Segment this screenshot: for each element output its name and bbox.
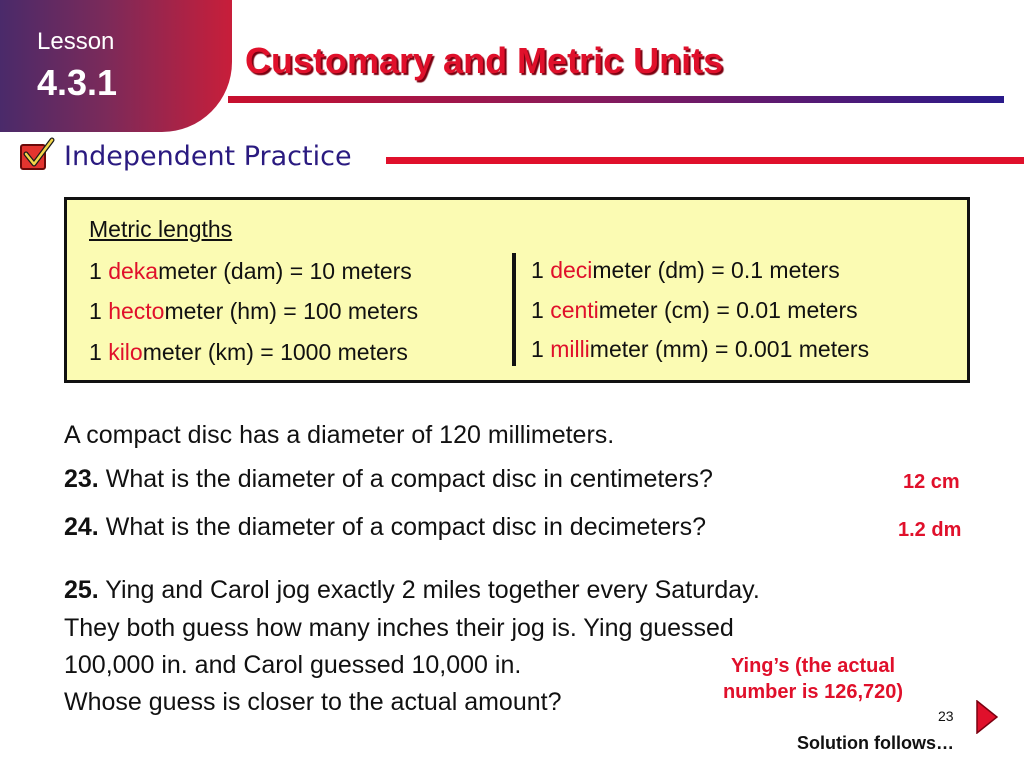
question-25-line-4: Whose guess is closer to the actual amount? <box>64 688 562 716</box>
question-number: 25. <box>64 576 99 604</box>
lesson-label: Lesson <box>37 28 115 55</box>
problem-intro: A compact disc has a diameter of 120 millimeters. <box>64 421 615 449</box>
checkmark-icon <box>20 144 46 170</box>
answer-23: 12 cm <box>903 471 960 493</box>
solution-follows-link[interactable]: Solution follows… <box>797 733 954 753</box>
metric-prefix: hecto <box>108 298 165 324</box>
page-number: 23 <box>938 708 954 724</box>
question-number: 23. <box>64 465 99 493</box>
metric-prefix: centi <box>550 297 599 323</box>
question-23 <box>64 465 713 494</box>
lesson-number: 4.3.1 <box>37 62 118 103</box>
question-25-line-3: 100,000 in. and Carol guessed 10,000 in. <box>64 651 522 679</box>
question-25-line-1 <box>64 576 760 605</box>
metric-prefix: deka <box>108 258 159 284</box>
answer-25-line-2: number is 126,720) <box>722 681 904 703</box>
answer-25 <box>696 653 930 705</box>
metric-lengths-box <box>64 197 970 383</box>
metric-line-centi: 1 centimeter (cm) = 0.01 meters <box>531 297 858 323</box>
lesson-tab <box>0 0 232 132</box>
metric-column-divider <box>512 253 516 366</box>
section-divider <box>386 157 1024 164</box>
metric-line-hecto: 1 hectometer (hm) = 100 meters <box>89 298 419 324</box>
metric-line-deci: 1 decimeter (dm) = 0.1 meters <box>531 257 840 283</box>
page-title: Customary and Metric Units <box>245 40 724 81</box>
answer-25-line-1: Ying’s (the actual <box>730 655 896 677</box>
answer-24: 1.2 dm <box>898 519 962 541</box>
next-slide-arrow-icon[interactable] <box>976 700 998 739</box>
question-number: 24. <box>64 513 99 541</box>
metric-line-milli: 1 millimeter (mm) = 0.001 meters <box>531 336 870 362</box>
title-divider <box>228 96 1004 103</box>
question-25-line-2: They both guess how many inches their jog is. Ying guessed <box>64 614 734 642</box>
question-text: What is the diameter of a compact disc in centimeters? <box>105 465 713 493</box>
section-heading: Independent Practice <box>64 141 352 172</box>
metric-prefix: kilo <box>108 339 143 365</box>
question-text: What is the diameter of a compact disc in decimeters? <box>105 513 706 541</box>
metric-prefix: milli <box>550 336 590 362</box>
metric-line-kilo: 1 kilometer (km) = 1000 meters <box>89 339 408 365</box>
metric-line-deka: 1 dekameter (dam) = 10 meters <box>89 258 412 284</box>
metric-prefix: deci <box>550 257 593 283</box>
question-text: Ying and Carol jog exactly 2 miles together every Saturday. <box>98 576 760 604</box>
question-24 <box>64 513 706 542</box>
metric-heading: Metric lengths <box>89 216 233 242</box>
